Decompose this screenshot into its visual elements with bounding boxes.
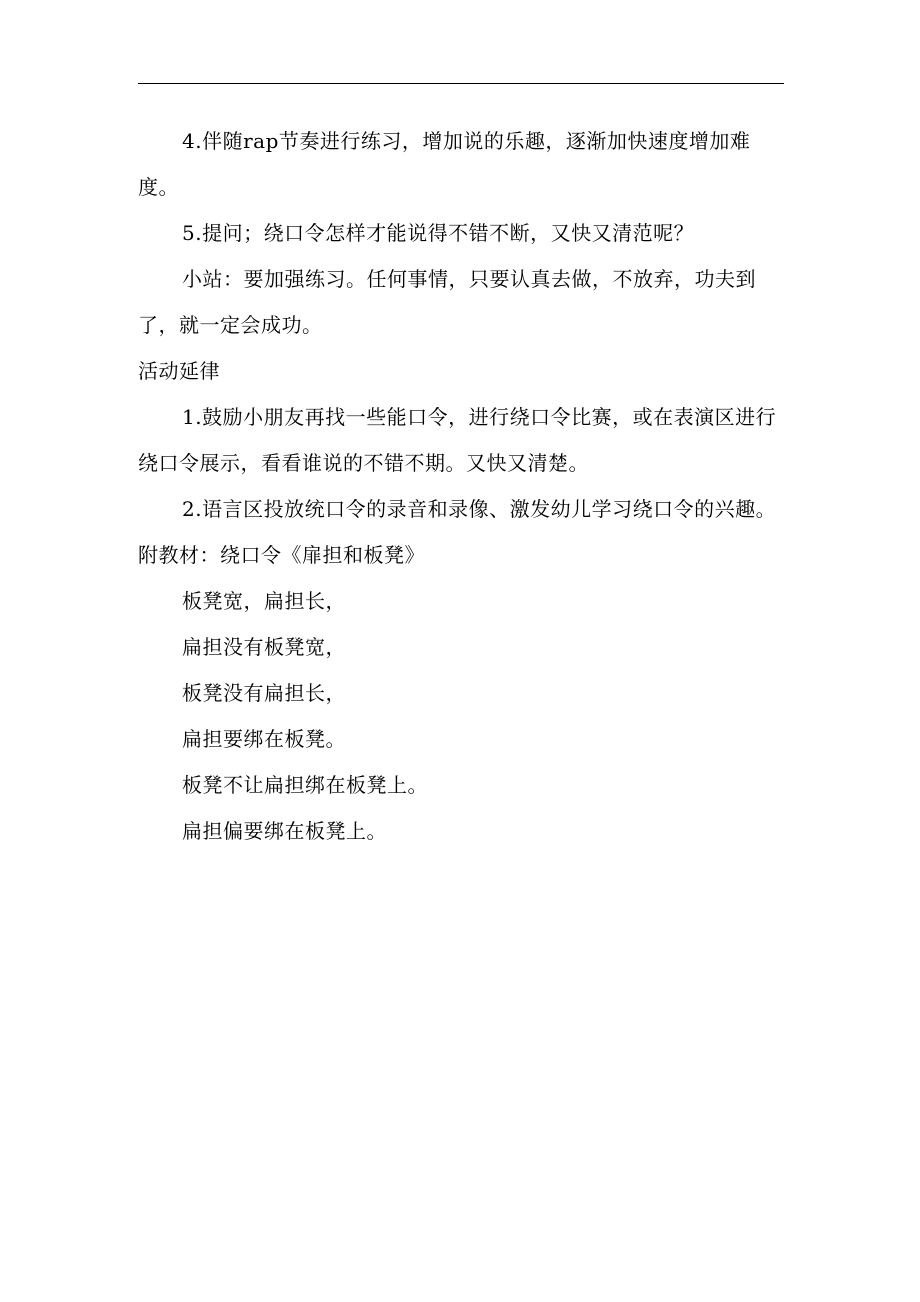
header-rule xyxy=(138,83,784,84)
poem-line: 扁担要绑在板凳。 xyxy=(182,727,346,751)
paragraph-step-4: 4.伴随rap节奏进行练习，增加说的乐趣，逐渐加快速度增加难度。 xyxy=(138,129,751,199)
paragraph-summary: 小站：要加强练习。任何事情，只要认真去做，不放弃，功夫到了，就一定会成功。 xyxy=(138,267,756,337)
poem-line: 扁担偏要绑在板凳上。 xyxy=(182,819,387,843)
poem-line: 板凳宽，扁担长， xyxy=(182,589,346,613)
appendix-heading: 附教材：绕口令《扉担和板凳》 xyxy=(138,543,425,567)
poem-line: 扁担没有板凳宽， xyxy=(182,635,346,659)
paragraph-extension-2: 2.语言区投放统口令的录音和录像、激发幼儿学习绕口令的兴趣。 xyxy=(182,497,777,521)
paragraph-extension-1: 1.鼓励小朋友再找一些能口令，进行绕口令比赛，或在表演区进行绕口令展示，看看谁说的不错不期。又快又清楚。 xyxy=(138,405,777,475)
document-body xyxy=(138,118,788,854)
poem-line: 板凳不让扁担绑在板凳上。 xyxy=(182,773,428,797)
poem-line: 板凳没有扁担长， xyxy=(182,681,346,705)
section-heading-extension: 活动延律 xyxy=(138,359,220,383)
paragraph-step-5: 5.提问；绕口令怎样才能说得不错不断，又快又清范呢？ xyxy=(182,221,695,245)
